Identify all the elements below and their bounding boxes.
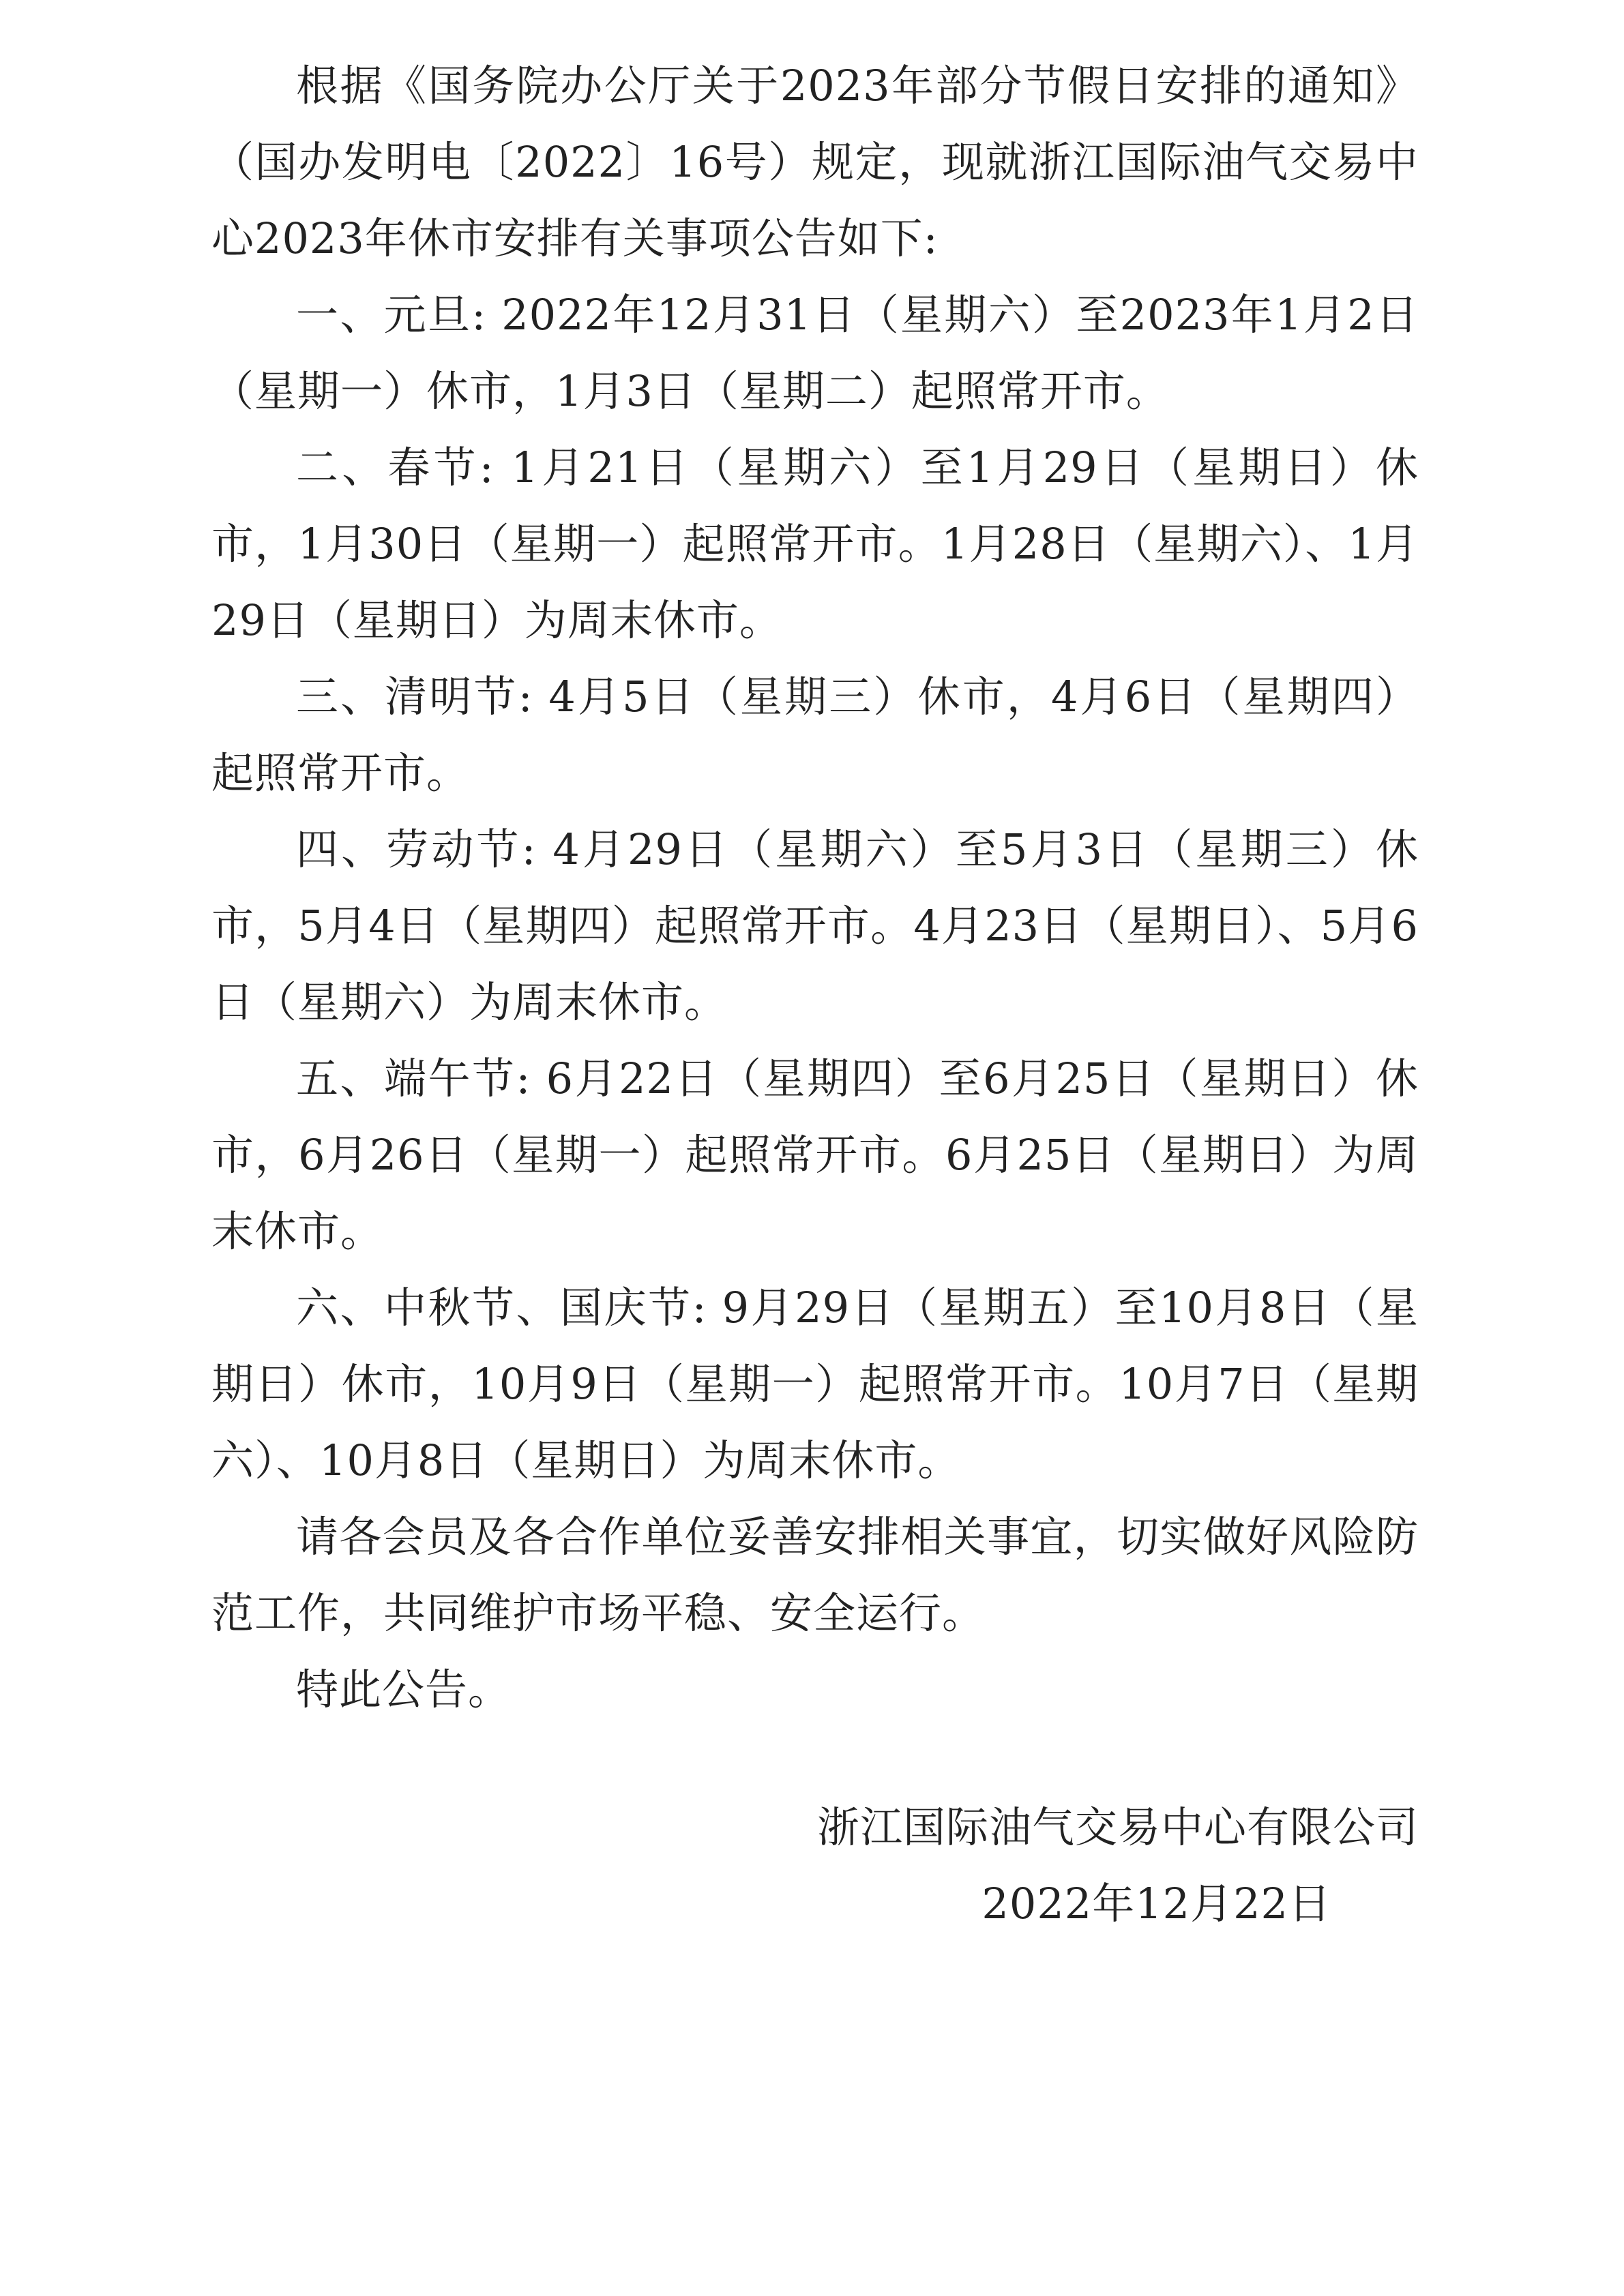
qingming-paragraph: 三、清明节: 4月5日（星期三）休市，4月6日（星期四）起照常开市。 xyxy=(211,672,1419,798)
dragon-boat-paragraph: 五、端午节: 6月22日（星期四）至6月25日（星期日）休市，6月26日（星期一）起照常开市。6月25日（星期日）为周末休市。 xyxy=(211,1054,1419,1256)
labor-day-paragraph: 四、劳动节: 4月29日（星期六）至5月3日（星期三）休市，5月4日（星期四）起照常开市。4月23日（星期日）、5月6日（星期六）为周末休市。 xyxy=(211,824,1419,1027)
new-year-paragraph: 一、元旦: 2022年12月31日（星期六）至2023年1月2日（星期一）休市，1月3日（星期二）起照常开市。 xyxy=(211,290,1419,416)
closing-paragraph: 特此公告。 xyxy=(296,1665,512,1714)
signature-date: 2022年12月22日 xyxy=(981,1879,1331,1928)
signature-block xyxy=(211,1789,1419,1942)
signature-organization: 浙江国际油气交易中心有限公司 xyxy=(816,1802,1419,1852)
intro-paragraph: 根据《国务院办公厅关于2023年部分节假日安排的通知》（国办发明电〔2022〕16号）规定，现就浙江国际油气交易中心2023年休市安排有关事项公告如下: xyxy=(211,61,1419,263)
request-paragraph: 请各会员及各合作单位妥善安排相关事宜，切实做好风险防范工作，共同维护市场平稳、安全运行。 xyxy=(211,1512,1419,1638)
notice-body xyxy=(211,48,1419,1728)
mid-autumn-national-day-paragraph: 六、中秋节、国庆节: 9月29日（星期五）至10月8日（星期日）休市，10月9日（星期一）起照常开市。10月7日（星期六）、10月8日（星期日）为周末休市。 xyxy=(211,1283,1419,1485)
spring-festival-paragraph: 二、春节: 1月21日（星期六）至1月29日（星期日）休市，1月30日（星期一）起照常开市。1月28日（星期六）、1月29日（星期日）为周末休市。 xyxy=(211,443,1419,645)
